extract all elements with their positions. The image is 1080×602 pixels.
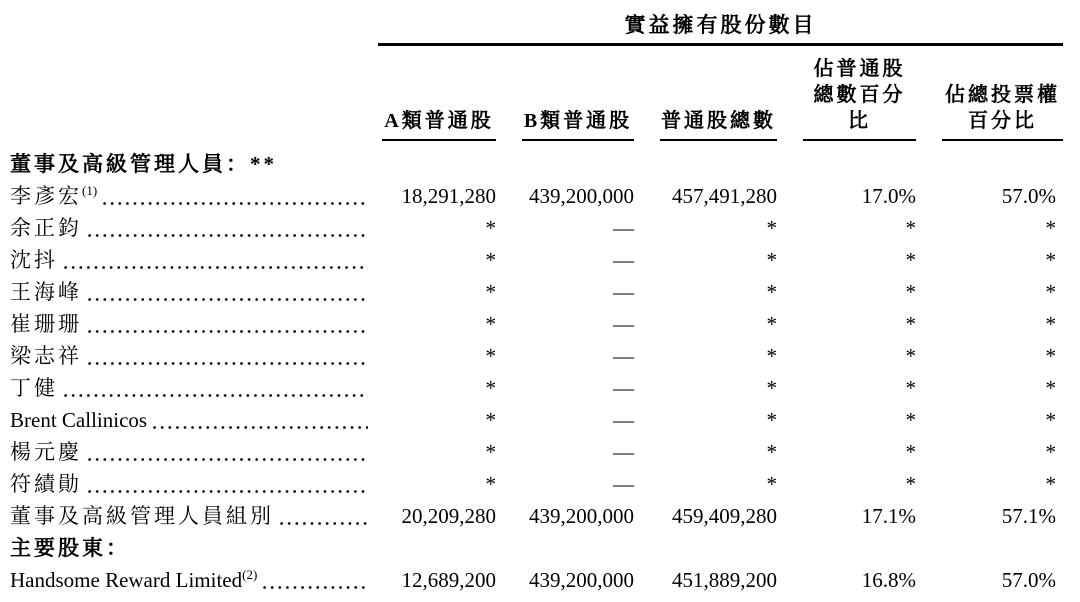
cell-total-ordinary-shares: * bbox=[766, 344, 777, 368]
cell-class-a-shares: * bbox=[485, 376, 496, 400]
dot-leader bbox=[88, 362, 368, 365]
row-label-cell bbox=[10, 468, 378, 500]
table-row bbox=[10, 404, 1080, 436]
cell-total-ordinary-shares: * bbox=[766, 408, 777, 432]
row-label-cell bbox=[10, 180, 378, 212]
cell-pct-of-voting: 57.0% bbox=[1001, 184, 1056, 208]
cell-pct-of-voting: 57.0% bbox=[1001, 568, 1056, 592]
section-header-row bbox=[10, 148, 1080, 180]
cell-pct-of-ordinary: 17.1% bbox=[861, 504, 916, 528]
cell-total-ordinary-shares: 459,409,280 bbox=[672, 504, 777, 528]
row-label-cell bbox=[10, 148, 277, 180]
cell-pct-of-ordinary: * bbox=[905, 312, 916, 336]
cell-total-ordinary-shares: * bbox=[766, 472, 777, 496]
cell-class-b-shares: — bbox=[613, 440, 634, 464]
cell-class-a-shares: * bbox=[485, 216, 496, 240]
cell-class-b-shares: — bbox=[613, 216, 634, 240]
table-row bbox=[10, 244, 1080, 276]
row-label-cell bbox=[10, 532, 130, 564]
row-label-cell bbox=[10, 564, 378, 596]
row-label: 沈抖 bbox=[10, 248, 58, 272]
table-row bbox=[10, 340, 1080, 372]
dot-leader bbox=[263, 586, 368, 589]
dot-leader bbox=[88, 490, 368, 493]
row-label: 主要股東： bbox=[10, 536, 130, 560]
cell-class-b-shares: — bbox=[613, 376, 634, 400]
cell-class-a-shares: * bbox=[485, 440, 496, 464]
row-label: 余正鈞 bbox=[10, 216, 82, 240]
cell-total-ordinary-shares: * bbox=[766, 216, 777, 240]
row-label-cell bbox=[10, 436, 378, 468]
row-label-cell bbox=[10, 404, 378, 436]
cell-class-b-shares: 439,200,000 bbox=[529, 184, 634, 208]
row-label-cell bbox=[10, 244, 378, 276]
column-header-row bbox=[10, 56, 1080, 141]
cell-pct-of-ordinary: * bbox=[905, 280, 916, 304]
row-label-cell bbox=[10, 500, 378, 532]
cell-class-a-shares: * bbox=[485, 472, 496, 496]
cell-pct-of-voting: * bbox=[1045, 248, 1056, 272]
table-span-header-row bbox=[10, 6, 1080, 46]
column-header-class-b-shares bbox=[496, 108, 634, 141]
dot-leader bbox=[88, 458, 368, 461]
column-header-text: A類普通股 bbox=[382, 108, 496, 141]
row-label-cell bbox=[10, 340, 378, 372]
cell-class-b-shares: — bbox=[613, 408, 634, 432]
cell-pct-of-voting: * bbox=[1045, 408, 1056, 432]
row-label: 李彥宏$^{(1)}$ bbox=[10, 183, 98, 208]
cell-class-a-shares: 12,689,200 bbox=[401, 568, 496, 592]
row-label: 崔珊珊 bbox=[10, 312, 82, 336]
cell-class-b-shares: — bbox=[613, 472, 634, 496]
column-header-pct-of-voting bbox=[916, 82, 1063, 141]
cell-class-a-shares: 18,291,280 bbox=[401, 184, 496, 208]
table-row bbox=[10, 436, 1080, 468]
cell-class-b-shares: 439,200,000 bbox=[529, 568, 634, 592]
cell-total-ordinary-shares: 451,889,200 bbox=[672, 568, 777, 592]
cell-pct-of-voting: * bbox=[1045, 312, 1056, 336]
dot-leader bbox=[103, 202, 368, 205]
table-body bbox=[10, 148, 1080, 596]
table-row bbox=[10, 500, 1080, 532]
cell-pct-of-voting: 57.1% bbox=[1001, 504, 1056, 528]
row-label-cell bbox=[10, 276, 378, 308]
table-row bbox=[10, 180, 1080, 212]
cell-pct-of-ordinary: * bbox=[905, 440, 916, 464]
table-row bbox=[10, 276, 1080, 308]
row-label: Handsome Reward Limited$^{(2)}$ bbox=[10, 567, 258, 592]
row-label: Brent Callinicos bbox=[10, 408, 148, 432]
cell-class-a-shares: 20,209,280 bbox=[401, 504, 496, 528]
cell-total-ordinary-shares: * bbox=[766, 440, 777, 464]
cell-total-ordinary-shares: * bbox=[766, 312, 777, 336]
cell-total-ordinary-shares: * bbox=[766, 280, 777, 304]
cell-total-ordinary-shares: * bbox=[766, 376, 777, 400]
column-header-class-a-shares bbox=[378, 108, 496, 141]
cell-total-ordinary-shares: 457,491,280 bbox=[672, 184, 777, 208]
cell-pct-of-voting: * bbox=[1045, 280, 1056, 304]
column-header-pct-of-ordinary bbox=[777, 56, 916, 141]
cell-pct-of-ordinary: * bbox=[905, 376, 916, 400]
cell-class-b-shares: — bbox=[613, 344, 634, 368]
cell-class-a-shares: * bbox=[485, 344, 496, 368]
row-label: 丁健 bbox=[10, 376, 58, 400]
cell-class-b-shares: 439,200,000 bbox=[529, 504, 634, 528]
cell-pct-of-ordinary: * bbox=[905, 408, 916, 432]
cell-pct-of-voting: * bbox=[1045, 472, 1056, 496]
cell-pct-of-ordinary: * bbox=[905, 248, 916, 272]
footnote-marker: (1) bbox=[82, 183, 98, 198]
cell-pct-of-voting: * bbox=[1045, 216, 1056, 240]
row-label: 符績勛 bbox=[10, 472, 82, 496]
cell-class-a-shares: * bbox=[485, 408, 496, 432]
row-label-cell bbox=[10, 308, 378, 340]
row-label-cell bbox=[10, 372, 378, 404]
dot-leader bbox=[64, 266, 368, 269]
cell-class-a-shares: * bbox=[485, 312, 496, 336]
row-label: 董事及高級管理人員：** bbox=[10, 152, 277, 176]
cell-pct-of-ordinary: * bbox=[905, 344, 916, 368]
row-label: 楊元慶 bbox=[10, 440, 82, 464]
cell-class-b-shares: — bbox=[613, 248, 634, 272]
row-label: 梁志祥 bbox=[10, 344, 82, 368]
footnote-marker: (2) bbox=[242, 567, 258, 582]
cell-pct-of-ordinary: * bbox=[905, 216, 916, 240]
row-label: 王海峰 bbox=[10, 280, 82, 304]
dot-leader bbox=[280, 522, 368, 525]
dot-leader bbox=[153, 426, 368, 429]
table-row bbox=[10, 372, 1080, 404]
column-header-text: 普通股總數 bbox=[660, 108, 777, 141]
column-header-text: 佔總投票權 百分比 bbox=[942, 82, 1063, 141]
cell-pct-of-ordinary: 16.8% bbox=[861, 568, 916, 592]
column-header-total-ordinary-shares bbox=[634, 108, 777, 141]
cell-class-b-shares: — bbox=[613, 312, 634, 336]
section-header-row bbox=[10, 532, 1080, 564]
table-row bbox=[10, 468, 1080, 500]
cell-class-b-shares: — bbox=[613, 280, 634, 304]
cell-pct-of-voting: * bbox=[1045, 376, 1056, 400]
cell-total-ordinary-shares: * bbox=[766, 248, 777, 272]
cell-pct-of-ordinary: * bbox=[905, 472, 916, 496]
column-header-text: B類普通股 bbox=[522, 108, 634, 141]
cell-pct-of-ordinary: 17.0% bbox=[861, 184, 916, 208]
row-label: 董事及高級管理人員組別 bbox=[10, 504, 274, 528]
label-column-spacer bbox=[10, 6, 378, 46]
dot-leader bbox=[64, 394, 368, 397]
cell-pct-of-voting: * bbox=[1045, 344, 1056, 368]
cell-class-a-shares: * bbox=[485, 248, 496, 272]
cell-pct-of-voting: * bbox=[1045, 440, 1056, 464]
row-label-cell bbox=[10, 212, 378, 244]
table-row bbox=[10, 308, 1080, 340]
dot-leader bbox=[88, 298, 368, 301]
column-header-text: 佔普通股 總數百分比 bbox=[803, 56, 916, 141]
span-header-beneficial-ownership: 實益擁有股份數目 bbox=[378, 6, 1063, 46]
table-row bbox=[10, 212, 1080, 244]
dot-leader bbox=[88, 234, 368, 237]
table-row bbox=[10, 564, 1080, 596]
dot-leader bbox=[88, 330, 368, 333]
cell-class-a-shares: * bbox=[485, 280, 496, 304]
